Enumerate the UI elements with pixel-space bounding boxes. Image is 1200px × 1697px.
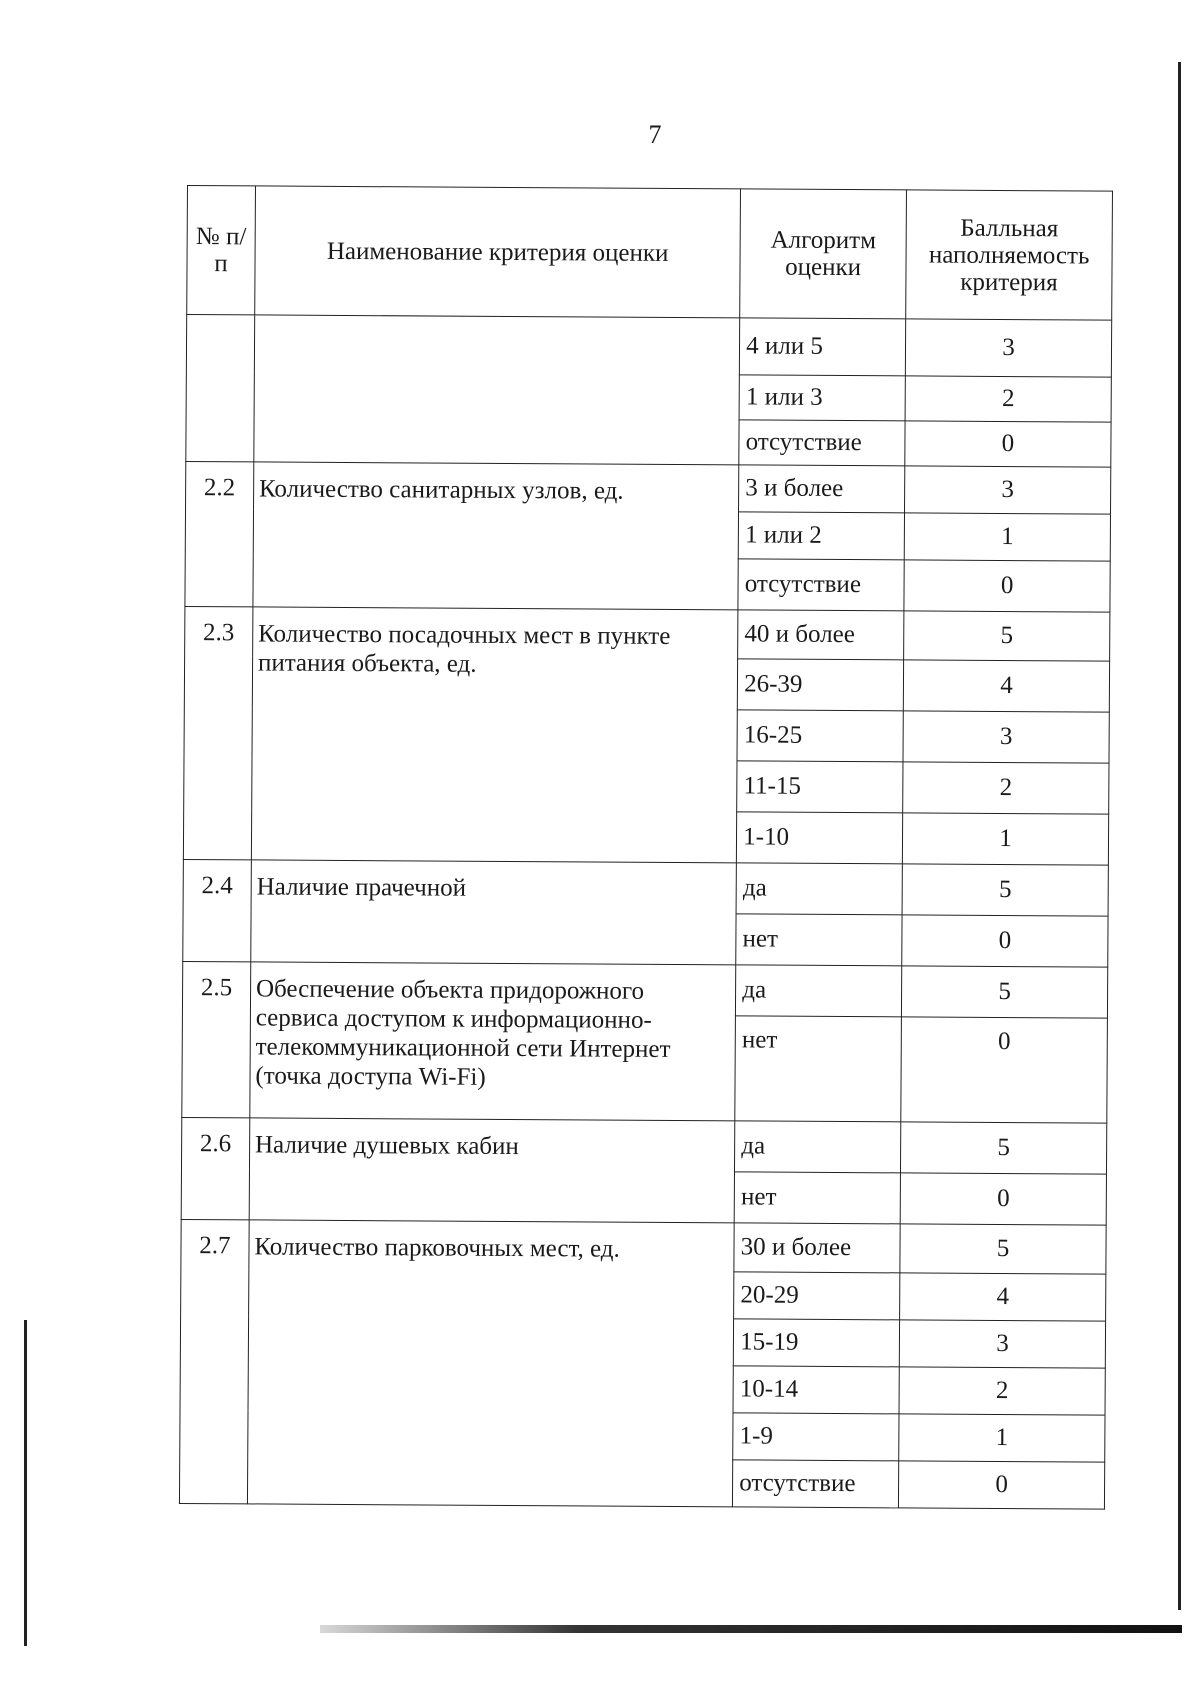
criterion-name: Наличие душевых кабин [249, 1118, 735, 1223]
criterion-number: 2.2 [185, 461, 254, 606]
criterion-number: 2.3 [183, 606, 252, 859]
criterion-name: Количество санитарных узлов, ед. [253, 462, 739, 610]
score-cell: 2 [905, 376, 1111, 422]
algorithm-cell: нет [735, 1016, 902, 1122]
scan-edge-bottom [320, 1625, 1182, 1633]
score-cell: 0 [905, 421, 1111, 467]
score-cell: 4 [903, 660, 1109, 712]
score-cell: 3 [899, 1320, 1105, 1368]
algorithm-cell: 40 и более [738, 610, 904, 660]
algorithm-cell: да [735, 1121, 901, 1173]
algorithm-cell: 10-14 [733, 1366, 899, 1414]
algorithm-cell: нет [736, 914, 902, 966]
algorithm-cell: отсутствие [739, 420, 905, 466]
score-cell: 5 [902, 864, 1108, 916]
table-row [185, 606, 1110, 661]
header-score: Балльная наполняемость критерия [906, 190, 1113, 320]
criterion-name: Наличие прачечной [251, 860, 737, 965]
criterion-number [186, 315, 255, 462]
criterion-name: Количество посадочных мест в пункте питания объекта, ед. [251, 607, 738, 863]
page-number: 7 [648, 120, 662, 149]
algorithm-cell: 11-15 [737, 761, 903, 813]
score-cell: 5 [901, 1122, 1107, 1174]
score-cell: 3 [905, 319, 1111, 377]
table-row [181, 1117, 1106, 1174]
score-cell: 1 [899, 1414, 1105, 1462]
algorithm-cell: нет [734, 1172, 900, 1224]
algorithm-cell: 1-9 [733, 1413, 899, 1461]
score-cell: 1 [902, 813, 1108, 865]
algorithm-cell: 16-25 [737, 710, 903, 762]
score-cell: 3 [905, 466, 1111, 514]
score-cell: 0 [901, 1017, 1108, 1123]
score-cell: 0 [902, 915, 1108, 967]
table-row [182, 961, 1107, 1018]
criterion-name: Обеспечение объекта придорожного сервиса доступом к информационно-телекоммуникационной сети Интернет (точка доступа Wi-Fi) [250, 962, 736, 1121]
score-cell: 3 [903, 711, 1109, 763]
algorithm-cell: 1 или 3 [739, 375, 905, 421]
algorithm-cell: 20-29 [734, 1272, 900, 1320]
table-row [186, 315, 1111, 378]
criterion-name [254, 315, 740, 465]
algorithm-cell: 1 или 2 [738, 512, 904, 560]
table-header-row [187, 186, 1113, 321]
algorithm-cell: да [736, 965, 902, 1017]
score-cell: 4 [900, 1273, 1106, 1321]
header-num: № п/п [187, 186, 256, 315]
algorithm-cell: 4 или 5 [740, 318, 906, 376]
algorithm-cell: отсутствие [733, 1460, 899, 1508]
algorithm-cell: отсутствие [738, 559, 904, 611]
algorithm-cell: 15-19 [733, 1319, 899, 1367]
criterion-number: 2.4 [183, 859, 252, 961]
score-cell: 0 [904, 560, 1110, 612]
score-cell: 5 [902, 966, 1108, 1018]
criterion-number: 2.5 [182, 961, 251, 1117]
score-cell: 2 [899, 1367, 1105, 1415]
score-cell: 5 [900, 1224, 1106, 1274]
score-cell: 2 [903, 762, 1109, 814]
score-cell: 1 [904, 513, 1110, 561]
header-algorithm: Алгоритм оценки [740, 189, 907, 319]
algorithm-cell: 26-39 [737, 659, 903, 711]
score-cell: 5 [904, 611, 1110, 661]
algorithm-cell: 3 и более [739, 465, 905, 513]
algorithm-cell: 1-10 [737, 812, 903, 864]
scan-edge-right [1178, 62, 1181, 1610]
table-row [186, 461, 1111, 514]
criteria-table [179, 185, 1113, 1510]
criterion-name: Количество парковочных мест, ед. [247, 1220, 734, 1507]
scan-edge-left [24, 1320, 27, 1646]
algorithm-cell: 30 и более [734, 1223, 900, 1273]
criterion-number: 2.6 [181, 1117, 250, 1219]
criterion-number: 2.7 [179, 1219, 249, 1503]
score-cell: 0 [900, 1173, 1106, 1225]
score-cell: 0 [899, 1461, 1105, 1509]
table-row [183, 859, 1108, 916]
algorithm-cell: да [736, 863, 902, 915]
table-row [181, 1219, 1106, 1274]
header-name: Наименование критерия оценки [255, 186, 741, 318]
